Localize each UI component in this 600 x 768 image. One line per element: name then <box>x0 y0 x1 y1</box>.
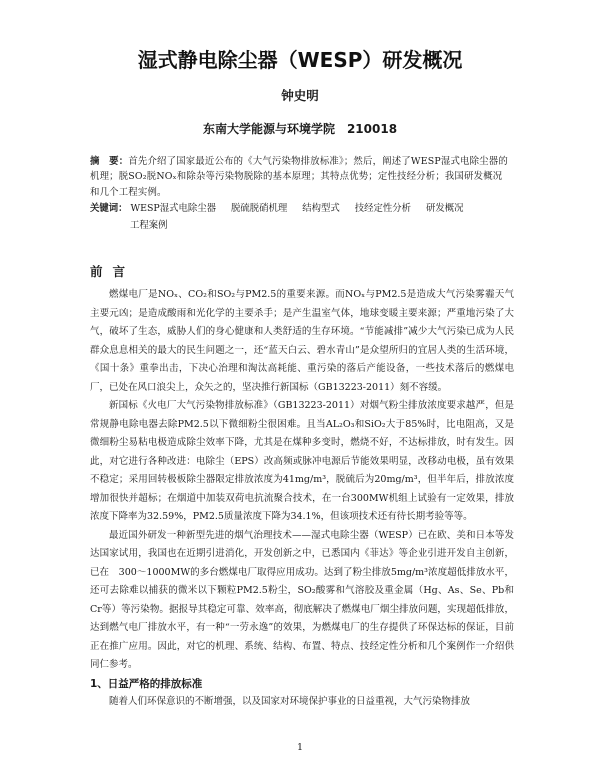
keywords <box>90 200 510 234</box>
keyword: 脱硫脱硝机理 <box>230 203 288 214</box>
abstract-label: 摘 要： <box>90 156 129 167</box>
affiliation <box>0 120 600 137</box>
body-text <box>90 286 514 712</box>
keyword: 研发概况 <box>425 203 464 214</box>
affiliation-name: 东南大学能源与环境学院 <box>202 122 335 136</box>
abstract <box>90 154 510 200</box>
postal-code: 210018 <box>346 122 398 136</box>
section-heading: 前言 <box>90 264 136 279</box>
paragraph: 随着人们环保意识的不断增强，以及国家对环境保护事业的日益重视，大气污染物排放 <box>109 696 471 707</box>
keyword: 技经定性分析 <box>354 203 411 214</box>
keyword: 结构型式 <box>302 203 340 214</box>
keyword: WESP湿式电除尘器 <box>130 203 216 214</box>
keywords-label: 关键词： <box>90 203 128 214</box>
page-number: 1 <box>296 742 304 753</box>
subsection-heading: 1、日益严格的排放标准 <box>90 677 203 690</box>
abstract-text: 首先介绍了国家最近公布的《大气污染物排放标准》；然后，阐述了WESP湿式电除尘器的机理；脱SO₂脱NOₓ和除杂等污染物脱除的基本原理；其特点优势；定性技经分析；我国研发概况和几个工程实例。 <box>90 156 508 198</box>
paragraph: 最近国外研发一种新型先进的烟气治理技术——湿式电除尘器（WESP）已在欧、美和日本等发达国家试用，我国也在近期引进消化，开发创新之中，已悉国内《菲达》等企业引进开发自主创新，已在 300～1000MW的多台燃煤电厂取得应用成功。达到了粉尘排放5mg/m³浓度超低排放水平，还可去除难以捕获的微米以下颗粒PM2.5粉尘，SO₂酸雾和气溶胶及重金属（Hg、As、Se、Pb和Cr等）等污染物。据报导其稳定可靠、效率高，彻底解决了燃煤电厂烟尘排放问题，实现超低排放，达到燃气电厂排放水平，有一种“一劳永逸”的效果，为燃煤电厂的生存提供了环保达标的保证，目前正在推广应用。因此，对它的机理、系统、结构、布置、特点、技经定性分析和几个案例作一介绍供同仁参考。 <box>90 529 514 670</box>
keyword: 工程案例 <box>130 220 168 231</box>
paragraph: 燃煤电厂是NOₓ、CO₂和SO₂与PM2.5的重要来源。而NOₓ与PM2.5是造成大气污染雾霾天气主要元凶；是造成酸雨和光化学的主要杀手；是产生温室气体，地球变暖主要来源；严重地污染了大气，破坏了生态，威胁人们的身心健康和人类舒适的生存环境。“节能减排”减少大气污染已成为人民群众息息相关的最大的民生问题之一，还“蓝天白云、碧水青山”是众望所归的宜居人类的生活环境，《国十条》重拳出击，下决心治理和淘汰高耗能、重污染的落后产能设备，一些技术落后的燃煤电厂，已处在风口浪尖上，众矢之的，坚决推行新国标（GB13223-2011）刻不容缓。 <box>90 289 514 393</box>
paragraph: 新国标《火电厂大气污染物排放标准》（GB13223-2011）对烟气粉尘排放浓度要求越严，但是常规静电除电器去除PM2.5以下微细粉尘很困难。且当AL₂O₃和SiO₂大于85%时，比电阻高，又是微细粉尘易粘电极造成除尘效率下降，尤其是在煤种多变时，燃烧不好，不达标排放，时有发生。因此，对它进行各种改进：电除尘（EPS）改高频或脉冲电源后节能效果明显，改移动电极，虽有效果不稳定；采用回转极板除尘器限定排放浓度为41mg/m³，脱硫后为20mg/m³，但半年后，排放浓度增加很快并超标；在烟道中加装双荷电抗流聚合技术，在一台300MW机组上试验有一定效果，排放浓度下降率为32.59%，PM2.5质量浓度下降为34.1%，但该项技术还有待长期考验等等。 <box>90 400 514 522</box>
author-name: 钟史明 <box>281 88 319 103</box>
paper-title: 湿式静电除尘器（WESP）研发概况 <box>137 48 463 72</box>
